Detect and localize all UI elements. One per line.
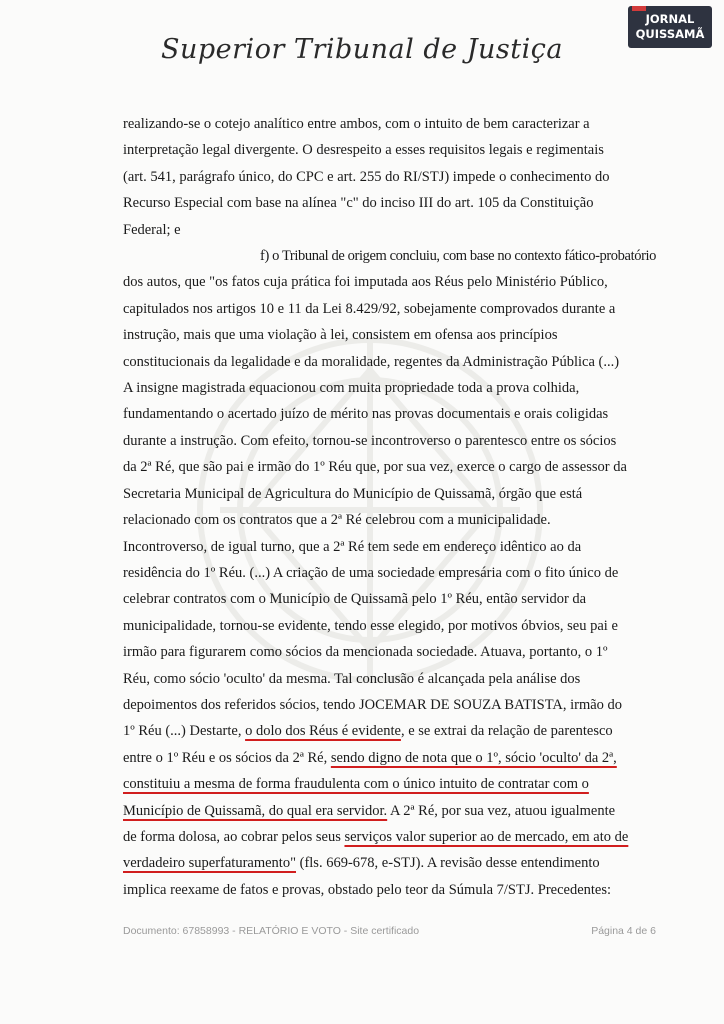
text-line (123, 745, 656, 771)
page-footer (123, 925, 656, 939)
text-line: celebrar contratos com o Município de Quissamã pelo 1º Réu, então servidor da (123, 591, 587, 608)
text-line: Secretaria Municipal de Agricultura do Município de Quissamã, órgão que está (123, 485, 583, 502)
text-line: da 2ª Ré, que são pai e irmão do 1º Réu que, por sua vez, exerce o cargo de assessor da (123, 459, 627, 476)
document-body (123, 111, 656, 903)
text-line: constitucionais da legalidade e da moralidade, regentes da Administração Pública (...) (123, 353, 620, 370)
paragraph-f (123, 243, 656, 903)
underlined-highlight: constituiu a mesma de forma fraudulenta com o único intuito de contratar com o (123, 776, 589, 793)
text-line: instrução, mais que uma violação à lei, consistem em ofensa aos princípios (123, 327, 558, 344)
text-line: irmão para figurarem como sócios da mencionada sociedade. Atuava, portanto, o 1º (123, 644, 608, 661)
text-line: interpretação legal divergente. O desrespeito a esses requisitos legais e regimentais (123, 142, 604, 159)
line-text: 1º Réu (...) Destarte, (123, 723, 246, 740)
line-text: entre o 1º Réu e os sócios da 2ª Ré, (123, 749, 331, 766)
page-number: Página 4 de 6 (591, 925, 656, 937)
document-info: Documento: 67858993 - RELATÓRIO E VOTO - Site certificado (123, 925, 420, 937)
line-text: (fls. 669-678, e-STJ). A revisão desse entendimento (296, 855, 600, 872)
text-line: capitulados nos artigos 10 e 11 da Lei 8.429/92, sobejamente comprovados durante a (123, 300, 616, 317)
court-name-header: Superior Tribunal de Justiça (161, 34, 563, 65)
underlined-highlight: verdadeiro superfaturamento" (123, 855, 296, 872)
text-line (123, 850, 656, 876)
newspaper-badge (628, 6, 712, 48)
line-text: A 2ª Ré, por sua vez, atuou igualmente (387, 802, 616, 819)
text-line (123, 718, 656, 744)
text-line (123, 824, 656, 850)
text-line: Réu, como sócio 'oculto' da mesma. Tal conclusão é alcançada pela análise dos (123, 670, 581, 687)
text-line: durante a instrução. Com efeito, tornou-se incontroverso o parentesco entre os sócios (123, 432, 617, 449)
underlined-highlight: o dolo dos Réus é evidente (245, 723, 401, 740)
text-line: municipalidade, tornou-se evidente, tendo esse elegido, por motivos óbvios, seu pai e (123, 617, 618, 634)
paragraph-e (123, 111, 656, 243)
text-line (123, 798, 656, 824)
text-line: Federal; e (123, 221, 181, 238)
text-line: dos autos, que "os fatos cuja prática foi imputada aos Réus pelo Ministério Público, (123, 274, 608, 291)
text-line: depoimentos dos referidos sócios, tendo JOCEMAR DE SOUZA BATISTA, irmão do (123, 696, 623, 713)
text-line (123, 771, 656, 797)
text-line: realizando-se o cotejo analítico entre ambos, com o intuito de bem caracterizar a (123, 116, 590, 132)
text-line: (art. 541, parágrafo único, do CPC e art. 255 do RI/STJ) impede o conhecimento do (123, 168, 610, 185)
line-text: , e se extrai da relação de parentesco (400, 723, 613, 740)
underlined-highlight: Município de Quissamã, do qual era servidor. (123, 802, 388, 819)
badge-line-2: QUISSAMÃ (635, 27, 705, 41)
underlined-highlight: serviços valor superior ao de mercado, em ato de (344, 828, 629, 845)
text-line: residência do 1º Réu. (...) A criação de uma sociedade empresária com o fito único de (123, 564, 619, 581)
text-line: relacionado com os contratos que a 2ª Ré celebrou com a municipalidade. (123, 512, 551, 529)
text-line: f) o Tribunal de origem concluiu, com base no contexto fático-probatório (260, 248, 657, 265)
text-line: A insigne magistrada equacionou com muita propriedade toda a prova colhida, (123, 380, 580, 397)
text-line: Recurso Especial com base na alínea "c" do inciso III do art. 105 da Constituição (123, 195, 594, 212)
badge-line-1: JORNAL (645, 12, 695, 26)
line-text: de forma dolosa, ao cobrar pelos seus (123, 828, 345, 845)
text-line: implica reexame de fatos e provas, obstado pelo teor da Súmula 7/STJ. Precedentes: (123, 881, 612, 898)
text-line: Incontroverso, de igual turno, que a 2ª Ré tem sede em endereço idêntico ao da (123, 538, 582, 555)
badge-accent-mark (632, 6, 646, 11)
underlined-highlight: sendo digno de nota que o 1º, sócio 'oculto' da 2ª, (330, 749, 617, 766)
text-line: fundamentando o acertado juízo de mérito nas provas documentais e orais coligidas (123, 406, 609, 423)
